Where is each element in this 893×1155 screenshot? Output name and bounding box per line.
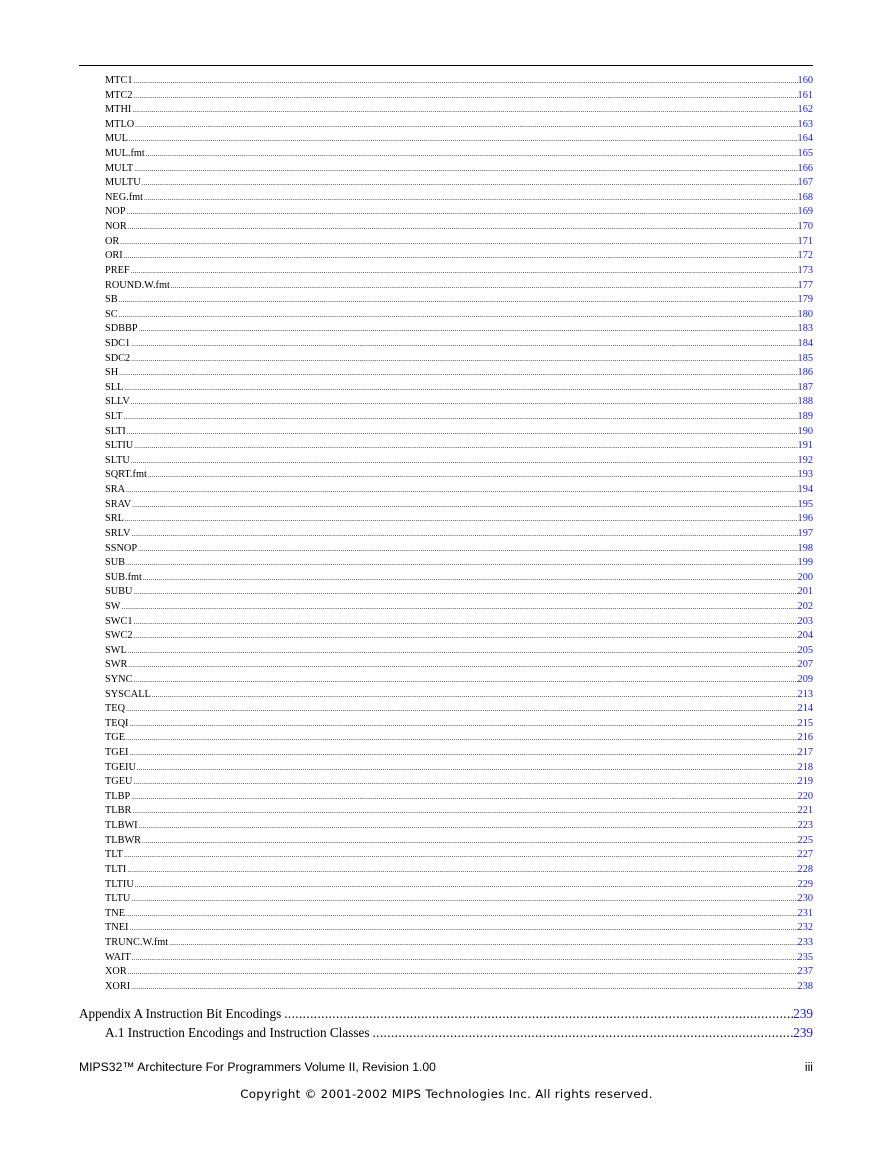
dot-leader <box>143 191 798 206</box>
toc-entry[interactable] <box>105 483 813 498</box>
toc-page-link[interactable]: 200 <box>797 571 813 583</box>
toc-entry-label: TGEI <box>105 747 129 759</box>
toc-entry[interactable] <box>105 205 813 220</box>
dot-leader <box>127 644 798 659</box>
toc-page-link[interactable]: 190 <box>797 425 813 437</box>
toc-entry-label: SRL <box>105 513 124 525</box>
toc-page-link[interactable]: 184 <box>797 337 813 349</box>
toc-page-link[interactable]: 192 <box>797 454 813 466</box>
toc-entry[interactable] <box>105 322 813 337</box>
toc-entry-label: SLTI <box>105 425 126 437</box>
toc-page-link[interactable]: 215 <box>797 717 813 729</box>
dot-leader <box>126 863 797 878</box>
toc-entry[interactable] <box>105 366 813 381</box>
toc-entry-label: ROUND.W.fmt <box>105 279 170 291</box>
dot-leader <box>127 658 797 673</box>
toc-entry[interactable] <box>105 512 813 527</box>
toc-entry-label: SQRT.fmt <box>105 469 147 481</box>
toc-entry[interactable] <box>105 439 813 454</box>
dot-leader <box>128 717 797 732</box>
toc-entry-label: MTLO <box>105 118 135 130</box>
dot-leader <box>118 308 798 323</box>
toc-entry[interactable] <box>105 702 813 717</box>
dot-leader <box>119 235 797 250</box>
toc-page-link[interactable]: 238 <box>797 980 813 992</box>
dot-leader <box>133 439 797 454</box>
toc-page-link[interactable]: 188 <box>797 396 813 408</box>
toc-entry-label: NEG.fmt <box>105 191 144 203</box>
toc-entry-label: SDC1 <box>105 337 131 349</box>
toc-entry[interactable] <box>105 176 813 191</box>
toc-entry[interactable] <box>105 688 813 703</box>
toc-entry-label: SDBBP <box>105 323 138 335</box>
toc-entry-label: TLT <box>105 849 123 861</box>
toc-entry[interactable] <box>105 951 813 966</box>
toc-page-link[interactable]: 221 <box>797 805 813 817</box>
dot-leader <box>122 410 797 425</box>
toc-entry-label: TLTU <box>105 893 131 905</box>
toc-entry-label: ORI <box>105 250 123 262</box>
toc-entry[interactable] <box>105 790 813 805</box>
toc-entry[interactable] <box>105 804 813 819</box>
toc-entry-label: TLBR <box>105 805 132 817</box>
toc-entry[interactable] <box>105 337 813 352</box>
toc-entry-label: TLBP <box>105 790 131 802</box>
toc-page-link[interactable]: 239 <box>793 1006 813 1021</box>
dot-leader <box>170 279 798 294</box>
toc-entry[interactable] <box>105 74 813 89</box>
dot-leader <box>130 337 797 352</box>
dot-leader <box>151 688 798 703</box>
toc-page-link[interactable]: 225 <box>797 834 813 846</box>
dot-leader <box>132 629 797 644</box>
dot-leader <box>128 746 797 761</box>
toc-page-link[interactable]: 216 <box>797 732 813 744</box>
toc-entry[interactable] <box>105 468 813 483</box>
toc-page-link[interactable]: 198 <box>797 542 813 554</box>
dot-leader <box>130 980 797 995</box>
dot-leader <box>130 352 797 367</box>
toc-entry-label: SLL <box>105 381 124 393</box>
dot-leader <box>134 118 797 133</box>
dot-leader <box>131 103 797 118</box>
toc-entry[interactable] <box>105 571 813 586</box>
toc-entry[interactable] <box>105 191 813 206</box>
dot-leader <box>130 264 798 279</box>
toc-page-link[interactable]: 201 <box>797 586 813 598</box>
dot-leader <box>141 176 798 191</box>
dot-leader <box>131 498 797 513</box>
toc-page-link[interactable]: 168 <box>797 191 813 203</box>
toc-page-link[interactable]: 187 <box>797 381 813 393</box>
toc-entry-label: SWC1 <box>105 615 133 627</box>
dot-leader <box>133 162 797 177</box>
toc-page-link[interactable]: 161 <box>797 89 813 101</box>
dot-leader <box>126 205 798 220</box>
toc-page-link[interactable]: 183 <box>797 323 813 335</box>
toc-entry[interactable] <box>105 761 813 776</box>
dot-leader <box>128 132 798 147</box>
toc-entry-label: TNE <box>105 907 126 919</box>
dot-leader <box>134 878 798 893</box>
dot-leader <box>130 892 797 907</box>
toc-entry-label: SRLV <box>105 527 131 539</box>
toc-page-link[interactable]: 223 <box>797 820 813 832</box>
dot-leader <box>132 775 797 790</box>
toc-entry[interactable] <box>105 892 813 907</box>
dot-leader <box>125 731 798 746</box>
dot-leader <box>118 366 797 381</box>
dot-leader <box>142 571 798 586</box>
dot-leader <box>128 921 797 936</box>
toc-page-link[interactable]: 218 <box>797 761 813 773</box>
toc-page-link[interactable]: 204 <box>797 630 813 642</box>
toc-entry-label: SWR <box>105 659 128 671</box>
toc-entry[interactable] <box>105 293 813 308</box>
toc-page-link[interactable]: 196 <box>797 513 813 525</box>
dot-leader <box>125 483 798 498</box>
toc-entry[interactable] <box>105 118 813 133</box>
toc-page-link[interactable]: 164 <box>797 133 813 145</box>
toc-entry[interactable] <box>105 644 813 659</box>
dot-leader <box>130 454 798 469</box>
toc-entry[interactable] <box>105 629 813 644</box>
toc-page-link[interactable]: 230 <box>797 893 813 905</box>
toc-entry-label: TGEIU <box>105 761 136 773</box>
toc-page-link[interactable]: 219 <box>797 776 813 788</box>
toc-entry-label: TGE <box>105 732 126 744</box>
toc-entry-label: SC <box>105 308 118 320</box>
toc-entry-label: TNEI <box>105 922 129 934</box>
toc-page-link[interactable]: 228 <box>797 863 813 875</box>
dot-leader <box>138 322 798 337</box>
toc-entry[interactable] <box>105 907 813 922</box>
toc-entry[interactable] <box>105 381 813 396</box>
toc-entry-label: TLTIU <box>105 878 134 890</box>
toc-entry-label: MUL <box>105 133 128 145</box>
toc-appendix-a1-entry[interactable] <box>79 1023 813 1042</box>
toc-page-link[interactable]: 203 <box>797 615 813 627</box>
toc-page-link[interactable]: 170 <box>797 221 813 233</box>
toc-page-link[interactable]: 195 <box>797 498 813 510</box>
toc-page-link[interactable]: 229 <box>797 878 813 890</box>
toc-page-link[interactable]: 160 <box>797 75 813 86</box>
toc-page-link[interactable]: 194 <box>797 484 813 496</box>
toc-page-link[interactable]: 166 <box>797 162 813 174</box>
toc-entry-label: SLTIU <box>105 440 134 452</box>
toc-entry-label: MULT <box>105 162 134 174</box>
toc-entry[interactable] <box>105 498 813 513</box>
toc-appendix-a-entry[interactable] <box>79 1004 813 1023</box>
toc-instruction-list <box>105 74 813 994</box>
dot-leader <box>125 556 798 571</box>
toc-entry-label: SDC2 <box>105 352 131 364</box>
header-rule <box>79 65 813 66</box>
toc-entry[interactable] <box>105 615 813 630</box>
toc-entry[interactable] <box>105 585 813 600</box>
toc-entry-label: OR <box>105 235 120 247</box>
toc-entry-label: XORI <box>105 980 131 992</box>
toc-entry-label: SW <box>105 600 121 612</box>
toc-page-link[interactable]: 232 <box>797 922 813 934</box>
toc-entry-label: A.1 Instruction Encodings and Instruction Classes <box>105 1025 370 1040</box>
toc-entry[interactable] <box>105 921 813 936</box>
toc-page-link[interactable]: 197 <box>797 527 813 539</box>
toc-entry-label: TEQ <box>105 703 126 715</box>
toc-page-link[interactable]: 172 <box>797 250 813 262</box>
dot-leader <box>123 249 798 264</box>
toc-entry[interactable] <box>105 132 813 147</box>
dot-leader <box>125 907 798 922</box>
toc-appendix-section <box>79 1004 813 1042</box>
dot-leader <box>281 1004 793 1023</box>
toc-page-link[interactable]: 179 <box>797 294 813 306</box>
dot-leader <box>132 74 797 89</box>
toc-page-link[interactable]: 186 <box>797 367 813 379</box>
toc-entry-label: MULTU <box>105 177 141 189</box>
toc-entry-label: NOP <box>105 206 126 218</box>
toc-entry[interactable] <box>105 103 813 118</box>
toc-entry[interactable] <box>105 425 813 440</box>
toc-entry-label: MTHI <box>105 104 132 116</box>
copyright-notice: Copyright © 2001-2002 MIPS Technologies Inc. All rights reserved. <box>240 1087 653 1101</box>
toc-entry[interactable] <box>105 249 813 264</box>
toc-entry-label: PREF <box>105 264 130 276</box>
toc-entry[interactable] <box>105 220 813 235</box>
toc-entry-label: SYNC <box>105 673 133 685</box>
toc-entry-label: SLLV <box>105 396 130 408</box>
dot-leader <box>123 381 797 396</box>
toc-entry-label: SWL <box>105 644 127 656</box>
toc-entry[interactable] <box>105 147 813 162</box>
toc-entry-label: SUB.fmt <box>105 571 142 583</box>
dot-leader <box>138 819 798 834</box>
toc-page-link[interactable]: 177 <box>797 279 813 291</box>
dot-leader <box>124 512 798 527</box>
toc-page-link[interactable]: 169 <box>797 206 813 218</box>
toc-entry[interactable] <box>105 235 813 250</box>
toc-page-link[interactable]: 227 <box>797 849 813 861</box>
toc-entry[interactable] <box>105 878 813 893</box>
toc-entry[interactable] <box>105 848 813 863</box>
dot-leader <box>127 220 798 235</box>
toc-entry-label: SLTU <box>105 454 130 466</box>
toc-page-link[interactable]: 220 <box>797 790 813 802</box>
toc-entry-label: TLBWI <box>105 820 138 832</box>
toc-entry[interactable] <box>105 410 813 425</box>
dot-leader <box>130 527 797 542</box>
footer-page-number: iii <box>804 1060 813 1074</box>
dot-leader <box>132 585 797 600</box>
dot-leader <box>130 395 798 410</box>
toc-entry-label: MUL.fmt <box>105 148 145 160</box>
toc-page-link[interactable]: 167 <box>797 177 813 189</box>
toc-entry-label: WAIT <box>105 951 131 963</box>
dot-leader <box>147 468 798 483</box>
toc-entry[interactable] <box>105 731 813 746</box>
toc-entry-label: MTC2 <box>105 89 133 101</box>
toc-entry[interactable] <box>105 89 813 104</box>
toc-page-link[interactable]: 162 <box>797 104 813 116</box>
toc-entry-label: TLTI <box>105 863 127 875</box>
toc-page-link[interactable]: 173 <box>797 264 813 276</box>
toc-page-link[interactable]: 185 <box>797 352 813 364</box>
toc-entry-label: TLBWR <box>105 834 142 846</box>
toc-entry[interactable] <box>105 527 813 542</box>
toc-page-link[interactable]: 199 <box>797 557 813 569</box>
toc-entry[interactable] <box>105 308 813 323</box>
dot-leader <box>141 834 798 849</box>
toc-page-link[interactable]: 163 <box>797 118 813 130</box>
toc-entry-label: TEQI <box>105 717 129 729</box>
toc-page-link[interactable]: 189 <box>797 411 813 423</box>
dot-leader <box>131 804 797 819</box>
toc-entry[interactable] <box>105 352 813 367</box>
toc-entry-label: SLT <box>105 411 123 423</box>
toc-page-link[interactable]: 237 <box>797 966 813 978</box>
toc-entry[interactable] <box>105 279 813 294</box>
toc-entry-label: SUB <box>105 557 126 569</box>
dot-leader <box>126 425 798 440</box>
toc-entry-label: NOR <box>105 221 127 233</box>
toc-page-link[interactable]: 233 <box>797 936 813 948</box>
toc-page-link[interactable]: 209 <box>797 673 813 685</box>
toc-page-link[interactable]: 213 <box>797 688 813 700</box>
toc-entry-label: SUBU <box>105 586 133 598</box>
toc-entry-label: SRAV <box>105 498 132 510</box>
toc-page-link[interactable]: 207 <box>797 659 813 671</box>
dot-leader <box>132 89 797 104</box>
toc-entry[interactable] <box>105 556 813 571</box>
toc-entry[interactable] <box>105 819 813 834</box>
toc-entry-label: SSNOP <box>105 542 138 554</box>
toc-entry[interactable] <box>105 395 813 410</box>
toc-entry-label: XOR <box>105 966 127 978</box>
dot-leader <box>137 542 797 557</box>
toc-entry[interactable] <box>105 980 813 995</box>
toc-page-link[interactable]: 202 <box>797 600 813 612</box>
toc-entry[interactable] <box>105 936 813 951</box>
toc-entry-label: SYSCALL <box>105 688 151 700</box>
toc-entry[interactable] <box>105 264 813 279</box>
toc-page-link[interactable]: 231 <box>797 907 813 919</box>
toc-entry[interactable] <box>105 863 813 878</box>
toc-entry-label: TRUNC.W.fmt <box>105 936 169 948</box>
toc-entry[interactable] <box>105 834 813 849</box>
toc-entry-label: MTC1 <box>105 75 133 86</box>
dot-leader <box>130 790 797 805</box>
toc-entry[interactable] <box>105 717 813 732</box>
dot-leader <box>118 293 798 308</box>
toc-entry[interactable] <box>105 542 813 557</box>
dot-leader <box>120 600 797 615</box>
dot-leader <box>132 615 797 630</box>
toc-page-link[interactable]: 235 <box>797 951 813 963</box>
toc-entry[interactable] <box>105 600 813 615</box>
toc-page-link[interactable]: 239 <box>793 1025 813 1040</box>
toc-page-link[interactable]: 217 <box>797 747 813 759</box>
toc-entry[interactable] <box>105 965 813 980</box>
toc-entry[interactable] <box>105 746 813 761</box>
footer-document-title: MIPS32™ Architecture For Programmers Volume II, Revision 1.00 <box>79 1060 436 1074</box>
toc-page-link[interactable]: 214 <box>797 703 813 715</box>
toc-entry[interactable] <box>105 658 813 673</box>
dot-leader <box>123 848 798 863</box>
dot-leader <box>131 951 798 966</box>
dot-leader <box>132 673 797 688</box>
toc-entry[interactable] <box>105 775 813 790</box>
toc-entry[interactable] <box>105 673 813 688</box>
toc-page-link[interactable]: 191 <box>797 440 813 452</box>
toc-entry-label: SWC2 <box>105 630 133 642</box>
dot-leader <box>136 761 798 776</box>
toc-entry[interactable] <box>105 454 813 469</box>
toc-entry-label: SB <box>105 294 118 306</box>
dot-leader <box>127 965 798 980</box>
dot-leader <box>168 936 797 951</box>
toc-page-link[interactable]: 171 <box>797 235 813 247</box>
toc-entry-label: TGEU <box>105 776 133 788</box>
toc-entry-label: Appendix A Instruction Bit Encodings <box>79 1006 282 1021</box>
toc-page-link[interactable]: 205 <box>797 644 813 656</box>
toc-entry-label: SRA <box>105 484 126 496</box>
dot-leader <box>145 147 798 162</box>
toc-page-link[interactable]: 165 <box>797 148 813 160</box>
toc-entry-label: SH <box>105 367 119 379</box>
toc-page-link[interactable]: 193 <box>797 469 813 481</box>
dot-leader <box>125 702 798 717</box>
toc-page-link[interactable]: 180 <box>797 308 813 320</box>
toc-entry[interactable] <box>105 162 813 177</box>
dot-leader <box>369 1023 793 1042</box>
